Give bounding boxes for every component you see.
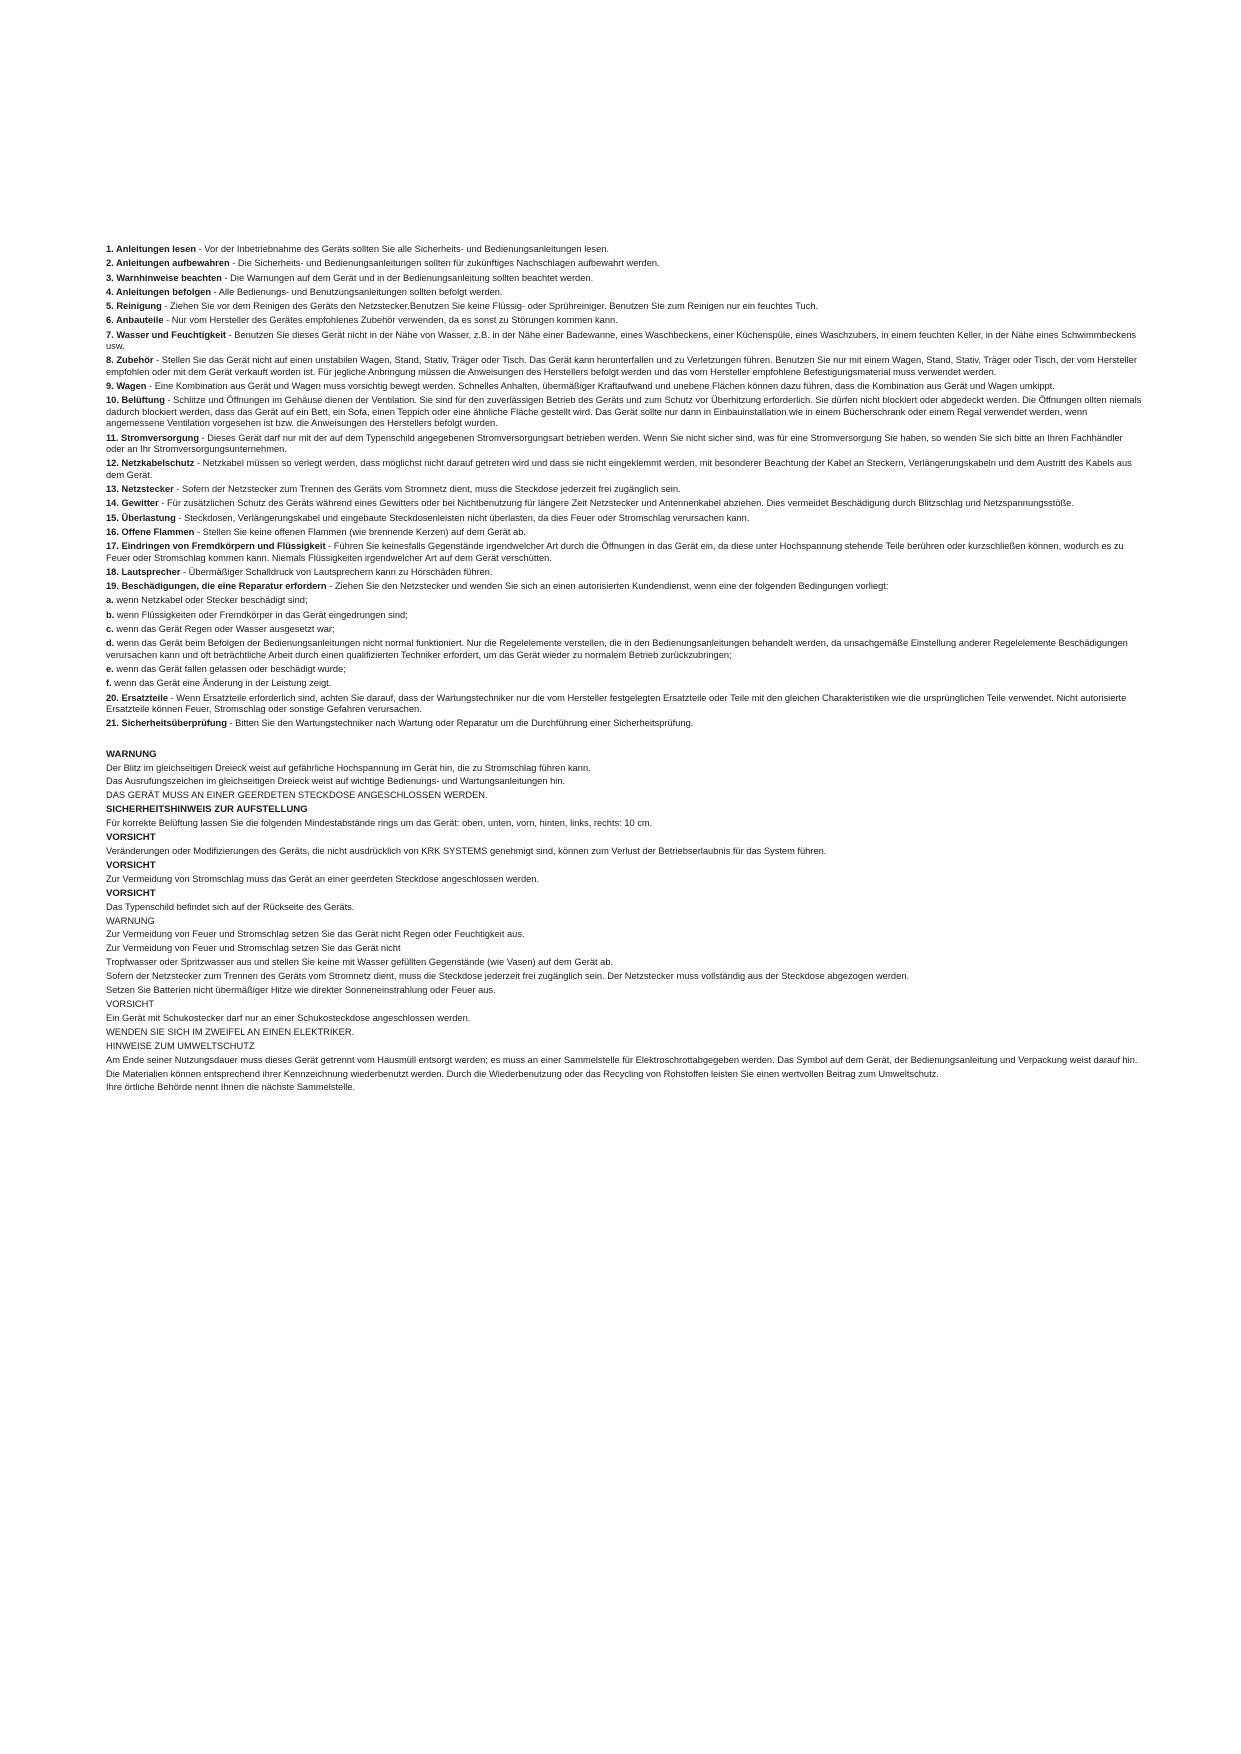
instruction-item [106, 458, 1142, 481]
instruction-text: - Ziehen Sie vor dem Reinigen des Geräts den Netzstecker.Benutzen Sie keine Flüssig- oder Sprühreiniger. Benutzen Sie zum Reinigen nur ein feuchtes Tuch. [161, 301, 819, 312]
instruction-item [106, 664, 1142, 675]
instruction-label: 11. Stromversorgung [106, 432, 199, 443]
instruction-label: 16. Offene Flammen [106, 526, 195, 537]
instruction-item [106, 567, 1142, 578]
warning-line: Zur Vermeidung von Feuer und Stromschlag setzen Sie das Gerät nicht Regen oder Feuchtigkeit aus. [106, 929, 525, 940]
instruction-label: 4. Anleitungen befolgen [106, 286, 212, 297]
instruction-text: - Nur vom Hersteller des Gerätes empfohlenes Zubehör verwenden, da es sonst zu Störungen kommen kann. [163, 315, 618, 326]
warning-heading: SICHERHEITSHINWEIS ZUR AUFSTELLUNG [106, 804, 308, 816]
warning-line: Ihre örtliche Behörde nennt Ihnen die nächste Sammelstelle. [106, 1082, 356, 1093]
instruction-label: 21. Sicherheitsüberprüfung [106, 718, 227, 729]
instruction-label: 14. Gewitter [106, 498, 159, 509]
instruction-label: 15. Überlastung [106, 512, 176, 523]
instruction-text: - Alle Bedienungs- und Benutzungsanleitungen sollten befolgt werden. [211, 286, 503, 297]
warning-line: Die Materialien können entsprechend ihrer Kennzeichnung wiederbenutzt werden. Durch die Wiederbenutzung oder das Recycling von Rohstoffen leisten Sie einen wertvollen Beitrag zum Umweltschutz. [106, 1068, 939, 1079]
warning-line: Zur Vermeidung von Stromschlag muss das Gerät an einer geerdeten Steckdose angeschlossen werden. [106, 873, 540, 884]
instruction-text: wenn das Gerät beim Befolgen der Bedienungsanleitungen nicht normal funktioniert. Nur die Regelelemente verstellen, die in den Bedienungsanleitungen behandelt werden, da unsachgemäße Einstellung anderer Regelelemente Beschädigungen verursachen kann und oft beträchtliche Arbeit durch einen qualifizierten Techniker erfordert, um das Gerät wieder zu normalem Betrieb zurückzubringen; [106, 638, 1128, 660]
warning-line: Der Blitz im gleichseitigen Dreieck weist auf gefährliche Hochspannung im Gerät hin, die zu Stromschlag führen kann. [106, 762, 591, 773]
instruction-label: 3. Warnhinweise beachten [106, 272, 222, 283]
instruction-text: - Für zusätzlichen Schutz des Geräts während eines Gewitters oder bei Nichtbenutzung für längere Zeit Netzstecker und Antennenkabel abziehen. Dies vermeidet Beschädigung durch Blitzschlag und Netzspannungsstöße. [158, 498, 1074, 509]
instruction-label: 2. Anleitungen aufbewahren [106, 258, 230, 269]
instruction-label: 17. Eindringen von Fremdkörpern und Flüssigkeit [106, 541, 326, 552]
warning-line: WENDEN SIE SICH IM ZWEIFEL AN EINEN ELEKTRIKER. [106, 1026, 355, 1037]
warning-line: WARNUNG [106, 915, 155, 926]
safety-instructions [106, 244, 1142, 1095]
instruction-text: - Schlitze und Öffnungen im Gehäuse dienen der Ventilation. Sie sind für den zuverlässigen Betrieb des Geräts und zum Schutz vor Überhitzung erforderlich. Sie dürfen nicht blockiert oder abgedeckt werden. Die Öffnungen ollten niemals dadurch blockiert werden, dass das Gerät auf ein Bett, ein Sofa, einen Teppich oder eine ähnliche Fläche gestellt wird. Das Gerät sollte nur dann in Einbauinstallation wie in einem Bücherschrank oder einem Regal verwendet werden, wenn angemessene Ventilation vorgesehen ist bzw. die Anweisungen des Herstellers befolgt wurden. [106, 395, 1142, 429]
warning-line: HINWEISE ZUM UMWELTSCHUTZ [106, 1040, 255, 1051]
instruction-item [106, 527, 1142, 538]
instruction-item [106, 355, 1142, 378]
numbered-instructions [106, 244, 1142, 730]
instruction-text: wenn das Gerät fallen gelassen oder beschädigt wurde; [113, 664, 346, 675]
instruction-label: 6. Anbauteile [106, 315, 164, 326]
instruction-item [106, 581, 1142, 592]
warning-line: Tropfwasser oder Spritzwasser aus und stellen Sie keine mit Wasser gefüllten Gegenstände (wie Vasen) auf dem Gerät ab. [106, 957, 614, 968]
instruction-label: a. [106, 595, 114, 606]
warning-line: Sofern der Netzstecker zum Trennen des Geräts vom Stromnetz dient, muss die Steckdose jederzeit frei zugänglich sein. Der Netzstecker muss vollständig aus der Steckdose abgezogen werden. [106, 971, 910, 982]
instruction-text: wenn Netzkabel oder Stecker beschädigt sind; [113, 595, 308, 606]
warning-line: Das Typenschild befindet sich auf der Rückseite des Geräts. [106, 901, 355, 912]
instruction-text: - Dieses Gerät darf nur mit der auf dem Typenschild angegebenen Stromversorgungsart betrieben werden. Wenn Sie nicht sicher sind, was für eine Stromversorgung Sie haben, so wenden Sie sich bitte an Ihren Fachhändler oder an Ihr Stromversorgungsunternehmen. [106, 432, 1123, 454]
instruction-item [106, 258, 1142, 269]
instruction-text: - Führen Sie keinesfalls Gegenstände irgendwelcher Art durch die Öffnungen in das Gerät ein, da diese unter Hochspannung stehende Teile berühren oder kurzschließen können, wodurch es zu Feuer oder Stromschlag kommen kann. Niemals Flüssigkeiten irgendwelcher Art auf dem Gerät verschütten. [106, 541, 1124, 563]
instruction-text: - Stellen Sie das Gerät nicht auf einen unstabilen Wagen, Stand, Stativ, Träger oder Tisch. Das Gerät kann herunterfallen und zu Verletzungen führen. Benutzen Sie nur mit einem Wagen, Stand, Stativ, Träger oder Tisch, der vom Hersteller empfohlen oder mit dem Gerät verkauft worden ist. Für jegliche Anbringung müssen die Anweisungen des Herstellers befolgt werden und das vom Hersteller empfohlene Befestigungsmaterial muss verwendet werden. [106, 355, 1137, 377]
instruction-label: d. [106, 638, 115, 649]
instruction-item [106, 330, 1142, 353]
instruction-text: - Netzkabel müssen so verlegt werden, dass möglichst nicht darauf getreten wird und dass sie nicht eingeklemmt werden, mit besonderer Beachtung der Kabel an Steckern, Verlängerungskabeln und dem Austritt des Kabels aus dem Gerät. [106, 458, 1132, 480]
instruction-label: 19. Beschädigungen, die eine Reparatur erfordern [106, 581, 327, 592]
warning-heading: VORSICHT [106, 859, 156, 871]
instruction-item [106, 513, 1142, 524]
instruction-text: - Übermäßiger Schalldruck von Lautsprechern kann zu Hörschäden führen. [180, 566, 493, 577]
warning-line: Das Ausrufungszeichen im gleichseitigen Dreieck weist auf wichtige Bedienungs- und Wartungsanleitungen hin. [106, 776, 566, 787]
warning-heading: WARNUNG [106, 748, 157, 760]
instruction-label: 1. Anleitungen lesen [106, 244, 197, 254]
instruction-item [106, 498, 1142, 509]
warning-line: Veränderungen oder Modifizierungen des Geräts, die nicht ausdrücklich von KRK SYSTEMS genehmigt sind, können zum Verlust der Betriebserlaubnis für das System führen. [106, 846, 827, 857]
instruction-text: - Eine Kombination aus Gerät und Wagen muss vorsichtig bewegt werden. Schnelles Anhalten, übermäßiger Kraftaufwand und unebene Flächen können dazu führen, dass die Kombination aus Gerät und Wagen umkippt. [146, 381, 1055, 392]
instruction-label: 18. Lautsprecher [106, 566, 181, 577]
instruction-text: - Bitten Sie den Wartungstechniker nach Wartung oder Reparatur um die Durchführung einer Sicherheitsprüfung. [226, 718, 694, 729]
instruction-item [106, 381, 1142, 392]
instruction-item [106, 624, 1142, 635]
instruction-text: - Vor der Inbetriebnahme des Geräts sollten Sie alle Sicherheits- und Bedienungsanleitungen lesen. [196, 244, 609, 254]
instruction-item [106, 541, 1142, 564]
warning-line: VORSICHT [106, 998, 155, 1009]
instruction-text: - Die Warnungen auf dem Gerät und in der Bedienungsanleitung sollten beachtet werden. [221, 272, 594, 283]
warning-line: Für korrekte Belüftung lassen Sie die folgenden Mindestabstände rings um das Gerät: oben, unten, vorn, hinten, links, rechts: 10 cm. [106, 818, 653, 829]
instruction-label: 13. Netzstecker [106, 484, 174, 494]
warning-line: Zur Vermeidung von Feuer und Stromschlag setzen Sie das Gerät nicht [106, 943, 401, 954]
instruction-text: - Benutzen Sie dieses Gerät nicht in der Nähe von Wasser, z.B. in der Nähe einer Badewanne, eines Waschbeckens, einer Küchenspüle, eines Waschzubers, in einem feuchten Keller, in der Nähe eines Schwimmbeckens usw. [106, 329, 1137, 352]
instruction-item [106, 678, 1142, 689]
instruction-item [106, 595, 1142, 606]
instruction-item [106, 315, 1142, 326]
instruction-label: c. [106, 624, 114, 635]
instruction-item [106, 610, 1142, 621]
instruction-label: 5. Reinigung [106, 301, 162, 312]
warning-line: Ein Gerät mit Schukostecker darf nur an einer Schukosteckdose angeschlossen werden. [106, 1012, 471, 1023]
instruction-item [106, 287, 1142, 298]
instruction-label: 7. Wasser und Feuchtigkeit [106, 329, 227, 340]
instruction-text: - Sofern der Netzstecker zum Trennen des Geräts vom Stromnetz dient, muss die Steckdose jederzeit frei zugänglich sein. [173, 484, 681, 494]
instruction-label: f. [106, 678, 112, 689]
instruction-label: 10. Belüftung [106, 395, 165, 406]
warning-line: DAS GERÄT MUSS AN EINER GEERDETEN STECKDOSE ANGESCHLOSSEN WERDEN. [106, 790, 488, 801]
instruction-text: wenn das Gerät eine Änderung in der Leistung zeigt. [111, 678, 332, 689]
instruction-text: - Die Sicherheits- und Bedienungsanleitungen sollten für zukünftiges Nachschlagen aufbewahrt werden. [229, 258, 660, 269]
instruction-text: wenn das Gerät Regen oder Wasser ausgesetzt war; [113, 624, 335, 635]
instruction-item [106, 718, 1142, 729]
instruction-text: - Steckdosen, Verlängerungskabel und eingebaute Steckdosenleisten nicht überlasten, da dies Feuer oder Stromschlag verursachen kann. [175, 512, 750, 523]
instruction-item [106, 244, 1142, 255]
warning-line: Am Ende seiner Nutzungsdauer muss dieses Gerät getrennt vom Hausmüll entsorgt werden; es muss an einer Sammelstelle für Elektroschrottabgegeben werden. Das Symbol auf dem Gerät, der Bedienungsanleitung und Verpackung weist darauf hin. [106, 1054, 1138, 1065]
instruction-item [106, 433, 1142, 456]
instruction-label: 8. Zubehör [106, 355, 154, 366]
instruction-text: - Stellen Sie keine offenen Flammen (wie brennende Kerzen) auf dem Gerät ab. [194, 526, 526, 537]
instruction-text: - Ziehen Sie den Netzstecker und wenden Sie sich an einen autorisierten Kundendienst, wenn eine der folgenden Bedingungen vorliegt: [326, 581, 889, 592]
instruction-item [106, 273, 1142, 284]
instruction-item [106, 693, 1142, 716]
instruction-label: 9. Wagen [106, 381, 147, 392]
instruction-text: wenn Flüssigkeiten oder Fremdkörper in das Gerät eingedrungen sind; [114, 609, 408, 620]
instruction-label: 12. Netzkabelschutz [106, 458, 195, 469]
instruction-item [106, 301, 1142, 312]
warning-line: Setzen Sie Batterien nicht übermäßiger Hitze wie direkter Sonneneinstrahlung oder Feuer aus. [106, 985, 496, 996]
instruction-label: 20. Ersatzteile [106, 692, 169, 703]
instruction-item [106, 395, 1142, 429]
instruction-text: - Wenn Ersatzteile erforderlich sind, achten Sie darauf, dass der Wartungstechniker nur die vom Hersteller festgelegten Ersatzteile oder Teile mit den gleichen Charakteristiken wie die ursprünglichen Teile verwendet. Nicht autorisierte Ersatzteile können Feuer, Stromschlag oder sonstige Gefahren verursachen. [106, 692, 1127, 715]
instruction-label: b. [106, 609, 115, 620]
warning-heading: VORSICHT [106, 832, 156, 844]
instruction-item [106, 638, 1142, 661]
warning-heading: VORSICHT [106, 887, 156, 899]
warning-notes [106, 748, 1142, 1096]
section-gap [106, 733, 1142, 748]
instruction-item [106, 484, 1142, 495]
instruction-label: e. [106, 664, 114, 675]
